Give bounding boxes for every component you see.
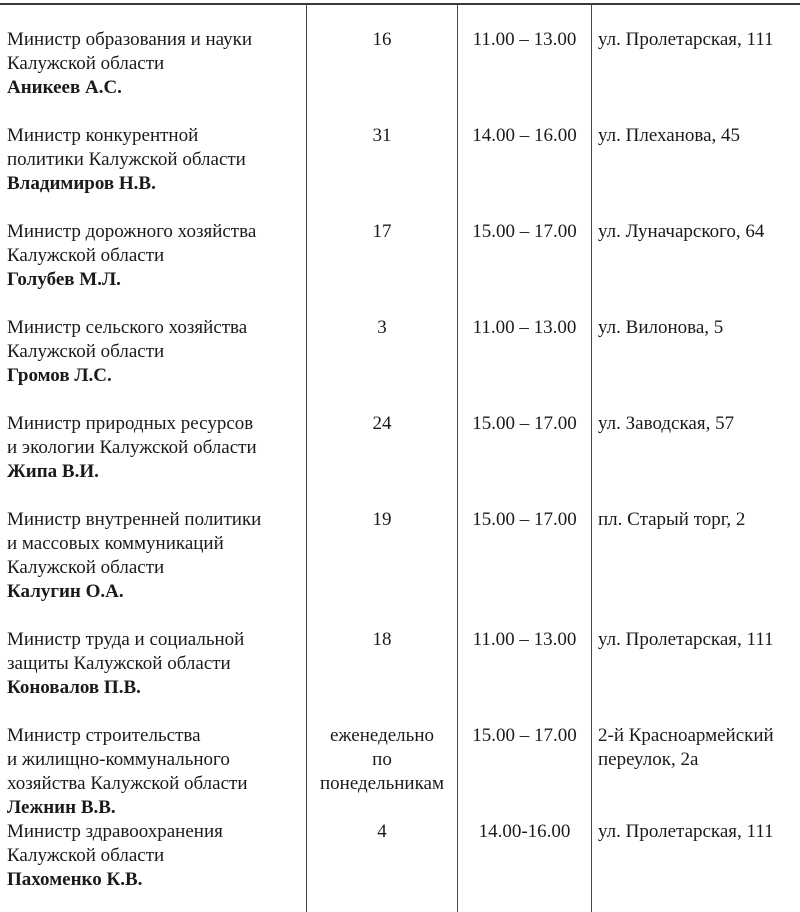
position-title-line: Министр внутренней политики — [7, 509, 262, 530]
address-cell — [598, 316, 798, 340]
minister-name: Жипа В.И. — [7, 461, 99, 482]
position-title-line: Калужской области — [7, 53, 165, 74]
minister-name: Лежнин В.В. — [7, 797, 116, 818]
position-title-line: Калужской области — [7, 341, 165, 362]
address-line: 2-й Красноармейский — [598, 725, 774, 746]
reception-time: 15.00 – 17.00 — [472, 221, 577, 242]
position-title-line: Калужской области — [7, 557, 165, 578]
position-title-line: и массовых коммуникаций — [7, 533, 224, 554]
reception-time: 15.00 – 17.00 — [472, 413, 577, 434]
position-title-line: Министр образования и науки — [7, 29, 253, 50]
position-title-line: политики Калужской области — [7, 149, 246, 170]
office-value: 31 — [372, 125, 392, 146]
address-cell — [598, 124, 798, 148]
column-divider — [591, 4, 592, 912]
position-title-line: защиты Калужской области — [7, 653, 231, 674]
address-cell — [598, 820, 798, 844]
office-cell — [307, 220, 457, 244]
office-cell — [307, 412, 457, 436]
reception-time: 11.00 – 13.00 — [472, 317, 577, 338]
minister-name: Голубев М.Л. — [7, 269, 121, 290]
address-line: ул. Пролетарская, 111 — [598, 821, 774, 842]
address-line: ул. Заводская, 57 — [598, 413, 735, 434]
office-value: по — [372, 749, 392, 770]
address-line: переулок, 2а — [598, 749, 699, 770]
position-title-line: и жилищно-коммунального — [7, 749, 230, 770]
office-cell — [307, 628, 457, 652]
position-cell — [7, 220, 303, 292]
address-cell — [598, 412, 798, 436]
address-cell — [598, 508, 798, 532]
position-cell — [7, 124, 303, 196]
office-cell — [307, 508, 457, 532]
reception-time: 14.00-16.00 — [478, 821, 571, 842]
office-value: 16 — [372, 29, 392, 50]
position-title-line: Министр дорожного хозяйства — [7, 221, 257, 242]
office-cell — [307, 28, 457, 52]
position-title-line: Министр природных ресурсов — [7, 413, 254, 434]
table-top-border — [0, 3, 800, 5]
minister-name: Громов Л.С. — [7, 365, 112, 386]
position-title-line: Калужской области — [7, 245, 165, 266]
office-value: 3 — [377, 317, 387, 338]
reception-time: 11.00 – 13.00 — [472, 629, 577, 650]
reception-time: 11.00 – 13.00 — [472, 29, 577, 50]
office-value: 17 — [372, 221, 392, 242]
reception-time: 14.00 – 16.00 — [472, 125, 577, 146]
office-value: еженедельно — [329, 725, 434, 746]
position-title-line: и экологии Калужской области — [7, 437, 257, 458]
position-cell — [7, 412, 303, 484]
address-line: ул. Вилонова, 5 — [598, 317, 724, 338]
office-cell — [307, 124, 457, 148]
reception-time: 15.00 – 17.00 — [472, 509, 577, 530]
reception-time: 15.00 – 17.00 — [472, 725, 577, 746]
address-cell — [598, 220, 798, 244]
address-line: ул. Плеханова, 45 — [598, 125, 741, 146]
minister-name: Аникеев А.С. — [7, 77, 122, 98]
office-value: 4 — [377, 821, 387, 842]
office-cell — [307, 316, 457, 340]
position-cell — [7, 316, 303, 388]
office-value: 19 — [372, 509, 392, 530]
address-line: пл. Старый торг, 2 — [598, 509, 746, 530]
position-title-line: Министр конкурентной — [7, 125, 199, 146]
office-value: понедельникам — [319, 773, 444, 794]
position-title-line: хозяйства Калужской области — [7, 773, 248, 794]
position-title-line: Министр строительства — [7, 725, 201, 746]
minister-name: Коновалов П.В. — [7, 677, 141, 698]
position-cell — [7, 820, 303, 892]
address-cell — [598, 28, 798, 52]
office-cell — [307, 724, 457, 796]
minister-name: Владимиров Н.В. — [7, 173, 156, 194]
position-title-line: Калужской области — [7, 845, 165, 866]
address-line: ул. Пролетарская, 111 — [598, 29, 774, 50]
address-line: ул. Луначарского, 64 — [598, 221, 765, 242]
position-title-line: Министр труда и социальной — [7, 629, 245, 650]
position-cell — [7, 724, 303, 820]
office-value: 18 — [372, 629, 392, 650]
address-cell — [598, 628, 798, 652]
position-cell — [7, 628, 303, 700]
position-title-line: Министр сельского хозяйства — [7, 317, 248, 338]
office-cell — [307, 820, 457, 844]
address-line: ул. Пролетарская, 111 — [598, 629, 774, 650]
position-cell — [7, 28, 303, 100]
address-cell — [598, 724, 798, 772]
minister-name: Пахоменко К.В. — [7, 869, 143, 890]
minister-name: Калугин О.А. — [7, 581, 124, 602]
office-value: 24 — [372, 413, 392, 434]
position-title-line: Министр здравоохранения — [7, 821, 223, 842]
position-cell — [7, 508, 303, 604]
